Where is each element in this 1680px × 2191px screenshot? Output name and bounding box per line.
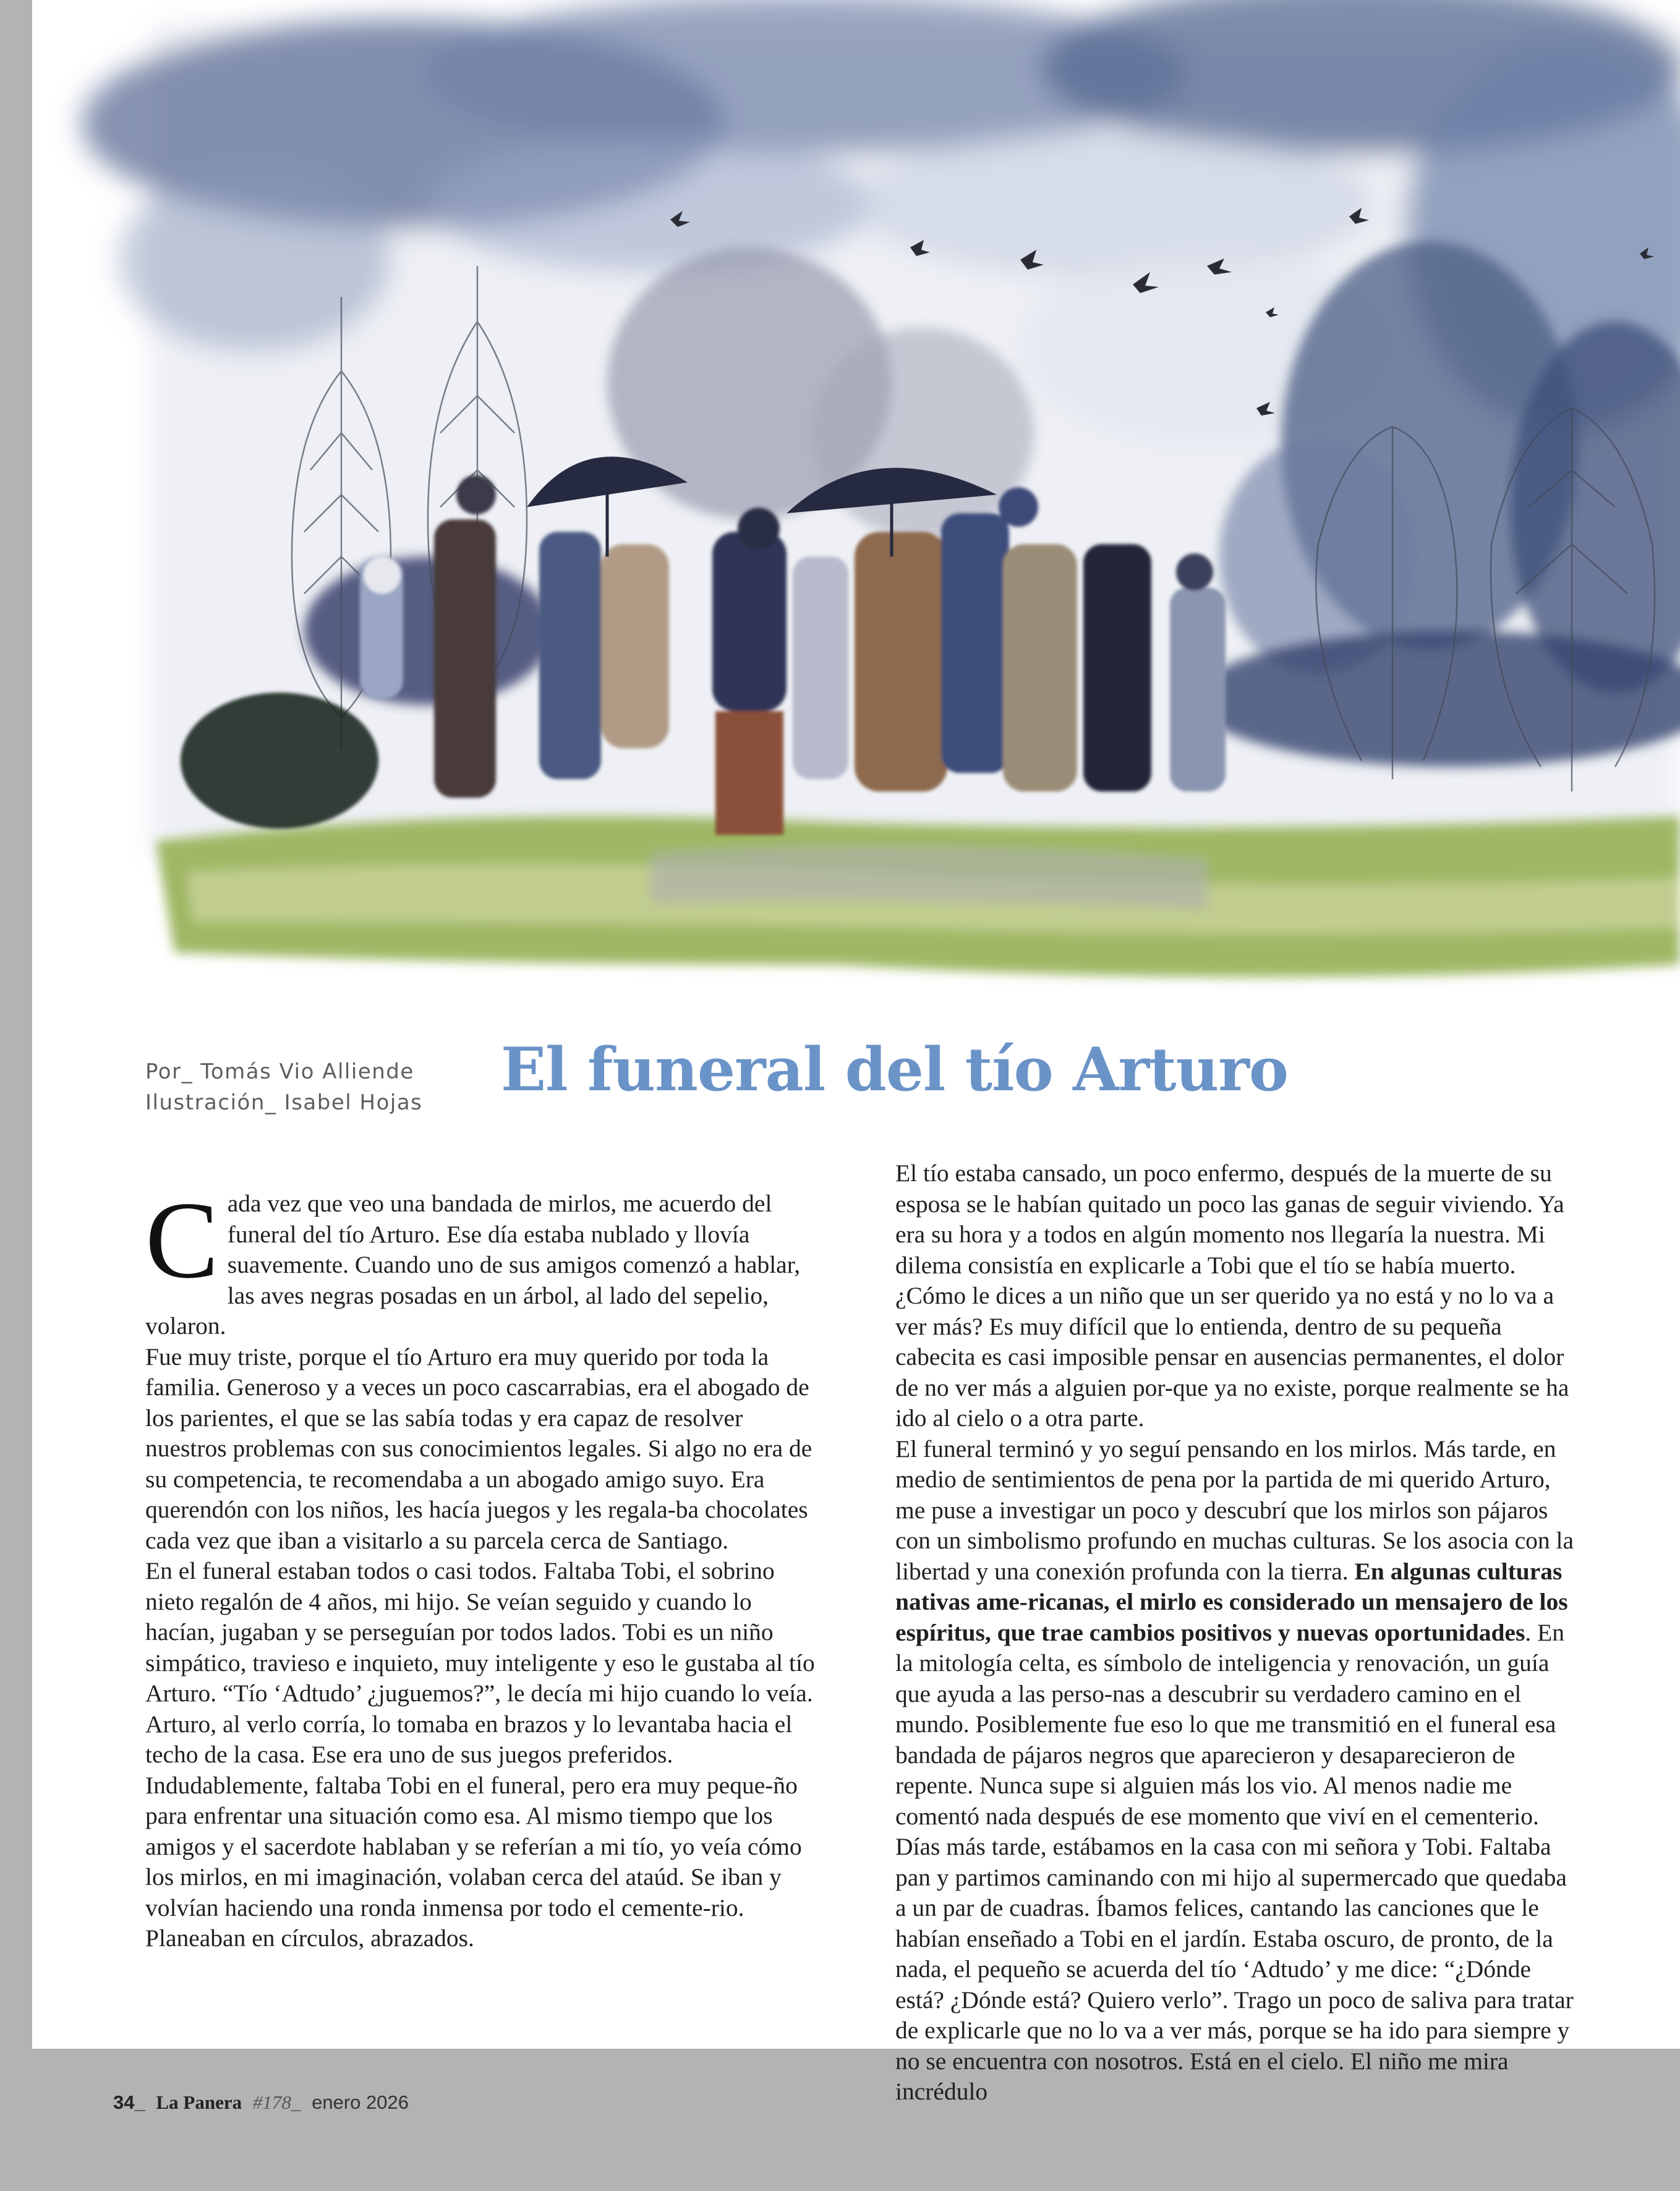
magazine-name: La Panera — [156, 2091, 242, 2113]
article-column-right — [895, 1158, 1577, 2108]
issue-number: #178_ — [252, 2091, 301, 2113]
watercolor-funeral-illustration — [32, 0, 1680, 989]
article-paragraph — [145, 1179, 827, 1342]
dark-bush — [181, 693, 378, 829]
grass-ground — [156, 816, 1680, 977]
issue-date: enero 2026 — [312, 2091, 409, 2113]
page-number: 34_ — [113, 2091, 145, 2113]
article-paragraph: Fue muy triste, porque el tío Arturo era muy querido por toda la familia. Generoso y a veces un poco cascarrabias, era el abogado de los parientes, el que se las sabía todas y era capaz de resolver nuestros problemas con sus conocimientos legales. Si algo no era de su competencia, te recomendaba a un abogado amigo suyo. Era querendón con los niños, les hacía juegos y les regala-ba chocolates cada vez que iban a visitarlo a su parcela cerca de Santiago. — [145, 1343, 812, 1554]
paragraph-text: El funeral terminó y yo seguí pensando en los mirlos. Más tarde, en medio de sentimientos de pena por la partida de mi querido Arturo, me puse a investigar un poco y descubrí que los mirlos son pájaros con un simbolismo profundo en muchas culturas. Se los asocia con la libertad y una conexión profunda con la tierra. — [895, 1435, 1574, 1585]
highlighted-text: En algunas culturas nativas ame-ricanas, el mirlo es considerado un mensajero de los espíritus, que trae cambios positivos y nuevas oportunidades — [895, 1557, 1568, 1646]
page-footer — [113, 2089, 409, 2116]
article-column-left — [145, 1179, 827, 1954]
drop-cap: C — [145, 1179, 219, 1301]
illustrator-credit: Ilustración_ Isabel Hojas — [145, 1090, 423, 1115]
author-credit: Por_ Tomás Vio Alliende — [145, 1059, 414, 1084]
article-title: El funeral del tío Arturo — [501, 1035, 1288, 1104]
paragraph-text: ada vez que veo una bandada de mirlos, me acuerdo del funeral del tío Arturo. Ese día estaba nublado y llovía suavemente. Cuando uno de sus amigos comenzó a hablar, las aves negras posadas en un árbol, al lado del sepelio, volaron. — [145, 1190, 801, 1339]
article-credits — [145, 1056, 422, 1118]
article-paragraph: El tío estaba cansado, un poco enfermo, después de la muerte de su esposa se le habían quitado un poco las ganas de seguir viviendo. Ya era su hora y a todos en algún momento nos llegaría la nuestra. Mi dilema consistía en explicarle a Tobi que el tío se había muerto. ¿Cómo le dices a un niño que un ser querido ya no está y no lo va a ver más? Es muy difícil que lo entienda, dentro de su pequeña cabecita es casi imposible pensar en ausencias permanentes, el dolor de no ver más a alguien por-que ya no existe, porque realmente se ha ido al cielo o a otra parte. — [895, 1160, 1569, 1432]
article-paragraph — [895, 1434, 1577, 2108]
article-paragraph: En el funeral estaban todos o casi todos. Faltaba Tobi, el sobrino nieto regalón de 4 años, mi hijo. Se veían seguido y cuando lo hacían, jugaban y se perseguían por todos lados. Tobi es un niño simpático, travieso e inquieto, muy inteligente y eso le gustaba al tío Arturo. “Tío ‘Adtudo’ ¿juguemos?”, le decía mi hijo cuando lo veía. Arturo, al verlo corría, lo tomaba en brazos y lo levantaba hacia el techo de la casa. Ese era uno de sus juegos preferidos. Indudablemente, faltaba Tobi en el funeral, pero era muy peque-ño para enfrentar una situación como esa. Al mismo tiempo que los amigos y el sacerdote hablaban y se referían a mi tío, yo veía cómo los mirlos, en mi imaginación, volaban cerca del ataúd. Se iban y volvían haciendo una ronda inmensa por todo el cemente-rio. Planeaban en círculos, abrazados. — [145, 1557, 815, 1952]
paragraph-text: . En la mitología celta, es símbolo de inteligencia y renovación, un guía que ayuda a las perso-nas a descubrir su verdadero camino en el mundo. Posiblemente fue eso lo que me transmitió en el funeral esa bandada de pájaros negros que aparecieron y desaparecieron de repente. Nunca supe si alguien más los vio. Al menos nadie me comentó nada después de ese momento que viví en el cementerio. Días más tarde, estábamos en la casa con mi señora y Tobi. Faltaba pan y partimos caminando con mi hijo al supermercado que quedaba a un par de cuadras. Íbamos felices, cantando las canciones que le habían enseñado a Tobi en el jardín. Estaba oscuro, de pronto, de la nada, el pequeño se acuerda del tío ‘Adtudo’ y me dice: “¿Dónde está? ¿Dónde está? Quiero verlo”. Trago un poco de saliva para tratar de explicarle que no lo va a ver más, porque se ha ido para siempre y no se encuentra con nosotros. Está en el cielo. El niño me mira incrédulo — [895, 1618, 1574, 2105]
